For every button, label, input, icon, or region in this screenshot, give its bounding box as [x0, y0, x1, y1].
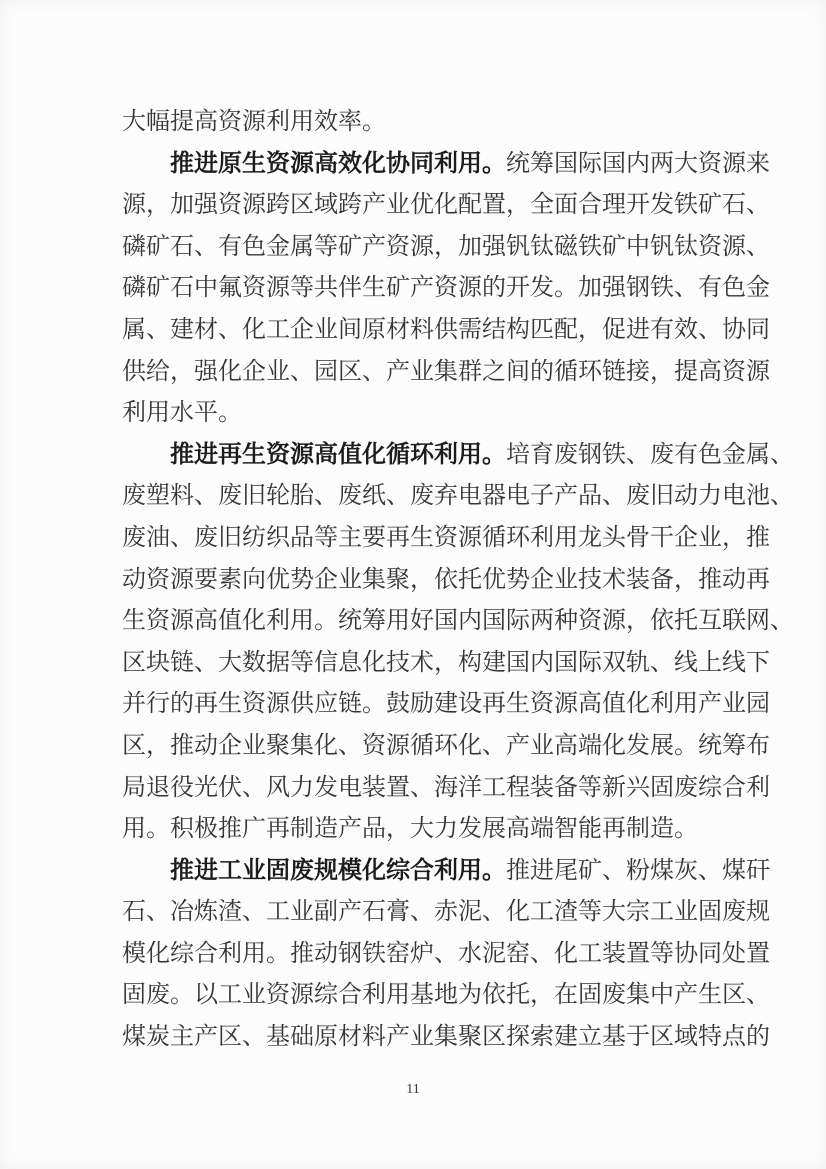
text-line	[122, 643, 770, 685]
paragraph-heading: 推进原生资源高效化协同利用。	[170, 150, 506, 177]
text-line	[122, 809, 712, 851]
text-line	[122, 601, 794, 643]
text-line	[122, 892, 770, 934]
text-run: 固废。以工业资源综合利用基地为依托，在固废集中产生区、	[122, 982, 770, 1009]
text-line	[122, 144, 770, 186]
text-line	[122, 851, 770, 893]
text-line	[122, 102, 712, 144]
text-run: 模化综合利用。推动钢铁窑炉、水泥窑、化工装置等协同处置	[122, 940, 770, 967]
text-run: 统筹国际国内两大资源来	[506, 150, 770, 177]
text-line	[122, 393, 712, 435]
page-number: 11	[406, 1082, 420, 1097]
text-run: 用。积极推广再制造产品，大力发展高端智能再制造。	[122, 816, 698, 843]
text-run: 源，加强资源跨区域跨产业优化配置，全面合理开发铁矿石、	[122, 192, 770, 219]
text-line	[122, 934, 770, 976]
text-line	[122, 268, 770, 310]
text-run: 大幅提高资源利用效率。	[122, 109, 386, 135]
paragraph-heading: 推进再生资源高值化循环利用。	[170, 441, 506, 468]
text-run: 区，推动企业聚集化、资源循环化、产业高端化发展。统筹布	[122, 732, 770, 759]
text-line	[122, 726, 770, 768]
text-run: 培育废钢铁、废有色金属、	[506, 441, 794, 468]
document-body	[122, 102, 794, 1059]
text-run: 供给，强化企业、园区、产业集群之间的循环链接，提高资源	[122, 358, 770, 385]
text-run: 利用水平。	[122, 400, 242, 427]
text-line	[122, 227, 770, 269]
text-line	[122, 435, 794, 477]
text-line	[122, 768, 770, 810]
text-line	[122, 684, 770, 726]
text-line	[122, 518, 770, 560]
text-run: 推进尾矿、粉煤灰、煤矸	[506, 857, 770, 884]
text-run: 废塑料、废旧轮胎、废纸、废弃电器电子产品、废旧动力电池、	[122, 483, 794, 510]
text-line	[122, 352, 770, 394]
text-run: 并行的再生资源供应链。鼓励建设再生资源高值化利用产业园	[122, 691, 770, 718]
text-line	[122, 476, 794, 518]
text-line	[122, 185, 770, 227]
text-run: 石、冶炼渣、工业副产石膏、赤泥、化工渣等大宗工业固废规	[122, 899, 770, 926]
text-run: 生资源高值化利用。统筹用好国内国际两种资源，依托互联网、	[122, 608, 794, 635]
text-line	[122, 560, 770, 602]
text-run: 磷矿石、有色金属等矿产资源，加强钒钛磁铁矿中钒钛资源、	[122, 233, 770, 260]
text-run: 废油、废旧纺织品等主要再生资源循环利用龙头骨干企业，推	[122, 524, 770, 551]
text-run: 属、建材、化工企业间原材料供需结构匹配，促进有效、协同	[122, 316, 770, 343]
paragraph-heading: 推进工业固废规模化综合利用。	[170, 857, 506, 884]
text-run: 煤炭主产区、基础原材料产业集聚区探索建立基于区域特点的	[122, 1024, 770, 1051]
text-line	[122, 310, 770, 352]
text-run: 动资源要素向优势企业集聚，依托优势企业技术装备，推动再	[122, 566, 770, 593]
text-line	[122, 975, 770, 1017]
text-run: 磷矿石中氟资源等共伴生矿产资源的开发。加强钢铁、有色金	[122, 275, 770, 302]
text-run: 区块链、大数据等信息化技术，构建国内国际双轨、线上线下	[122, 649, 770, 676]
text-line	[122, 1017, 770, 1059]
text-run: 局退役光伏、风力发电装置、海洋工程装备等新兴固废综合利	[122, 774, 770, 801]
